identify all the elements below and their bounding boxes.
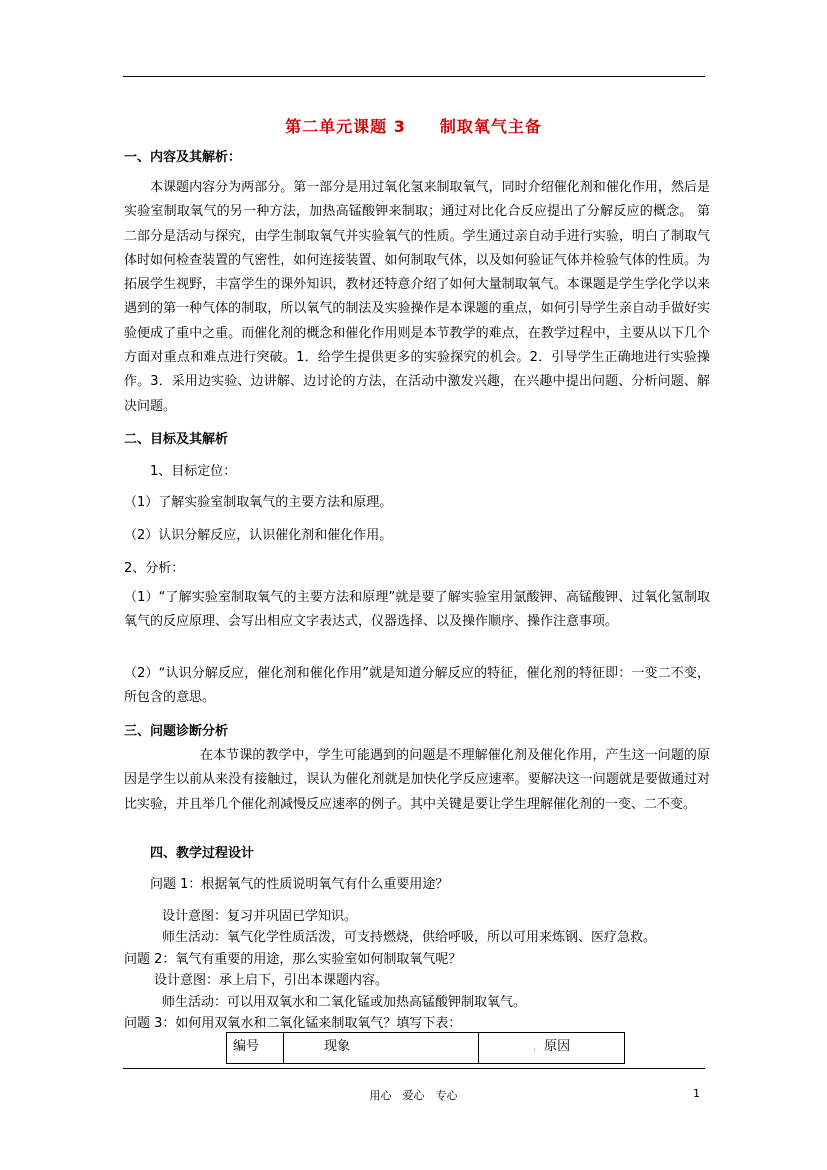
header-rule (123, 76, 705, 77)
section-1-paragraph: 本课题内容分为两部分。第一部分是用过氧化氢来制取氧气，同时介绍催化剂和催化作用，然后是实验室制取氧气的另一种方法，加热高锰酸钾来制取；通过对比化合反应提出了分解反应的概念。 第二部分是活动与探究，由学生制取氧气并实验氧气的性质。学生通过亲自动手进行实验，明白了制取气体时如何检查装置的气密性，如何连接装置、如何制取气体，以及如何验证气体并检验气体的性质。为拓展学生视野，丰富学生的课外知识，教材还特意介绍了如何大量制取氧气。本课题是学生学化学以来遇到的第一种气体的制取，所以氧气的制法及实验操作是本课题的重点，如何引导学生亲自动手做好实验便成了重中之重。而催化剂的概念和催化作用则是本节教学的难点，在教学过程中，主要从以下几个方面对重点和难点进行突破。1．给学生提供更多的实验探究的机会。2．引导学生正确地进行实验操作。3．采用边实验、边讲解、边讨论的方法，在活动中激发兴趣，在兴趣中提出问题、分析问题、解决问题。 (124, 180, 710, 414)
question-1-intent: 设计意图：复习并巩固已学知识。 (162, 909, 358, 924)
question-2-activity: 师生活动：可以用双氧水和二氧化锰或加热高锰酸钾制取氧气。 (162, 995, 527, 1010)
question-1: 问题 1：根据氧气的性质说明氧气有什么重要用途？ (150, 877, 449, 892)
target-label: 1、目标定位： (150, 464, 237, 479)
table-header-reason-label: 原因 (544, 1039, 571, 1054)
question-2: 问题 2：氧气有重要的用途，那么实验室如何制取氧气呢？ (124, 952, 462, 967)
analysis-1: （1）“了解实验室制取氧气的主要方法和原理”就是要了解实验室用氯酸钾、高锰酸钾、过氧化氢制取氧气的反应原理、会写出相应文字表达式，仪器选择、以及操作顺序、操作注意事项。 (124, 590, 710, 630)
section-2-heading: 二、目标及其解析 (124, 432, 229, 447)
table-header-reason (479, 1033, 625, 1064)
page-title: 第二单元课题 3 制取氧气主备 (285, 117, 542, 136)
table-header-number: 编号 (227, 1033, 284, 1064)
goal-1: （1）了解实验室制取氧气的主要方法和原理。 (124, 495, 393, 510)
footer-rule (123, 1068, 705, 1069)
table-header-phenomenon: 现象 (284, 1033, 479, 1064)
section-3-heading: 三、问题诊断分析 (124, 724, 229, 739)
analysis-label: 2、分析： (124, 561, 185, 576)
section-1-heading: 一、内容及其解析： (124, 150, 242, 165)
question-1-activity: 师生活动：氧气化学性质活泼，可支持燃烧，供给呼吸，所以可用来炼钢、医疗急救。 (162, 930, 657, 945)
stray-mark: ‚ (533, 1043, 536, 1053)
question-3: 问题 3：如何用双氧水和二氧化锰来制取氧气？填写下表： (124, 1016, 462, 1031)
section-4-heading: 四、教学过程设计 (150, 846, 255, 861)
section-3-paragraph: 在本节课的教学中，学生可能遇到的问题是不理解催化剂及催化作用，产生这一问题的原因是学生以前从来没有接触过，误认为催化剂就是加快化学反应速率。要解决这一问题就是要做通过对比实验，并且举几个催化剂减慢反应速率的例子。其中关键是要让学生理解催化剂的一变、二不变。 (124, 748, 710, 812)
goal-2: （2）认识分解反应，认识催化剂和催化作用。 (124, 528, 393, 543)
table-header-row (227, 1033, 625, 1064)
experiment-table (226, 1032, 625, 1064)
question-2-intent: 设计意图：承上启下，引出本课题内容。 (154, 973, 389, 988)
page-number: 1 (693, 1087, 700, 1100)
footer-motto: 用心 爱心 专心 (369, 1089, 458, 1102)
analysis-2: （2）“认识分解反应，催化剂和催化作用”就是知道分解反应的特征，催化剂的特征即：一变二不变，所包含的意思。 (124, 666, 710, 706)
